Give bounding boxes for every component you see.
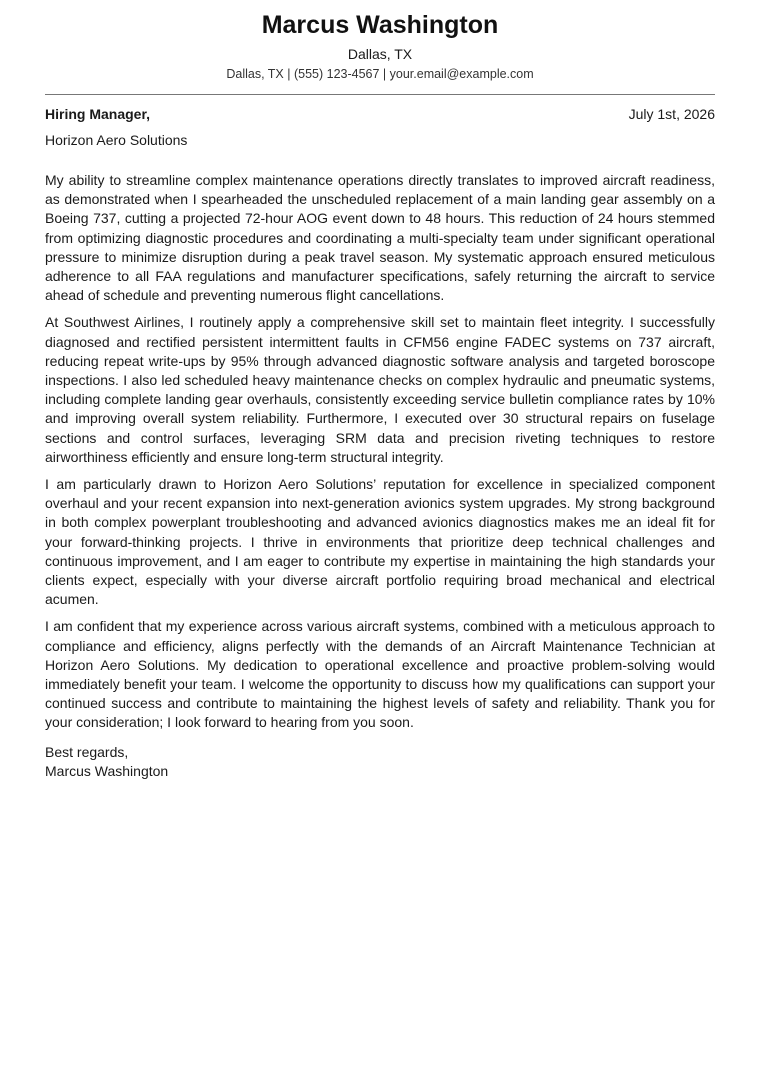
signature-name: Marcus Washington [45,763,169,780]
closing-phrase: Best regards, [45,743,129,760]
header-divider [45,94,715,95]
applicant-location: Dallas, TX [347,46,413,62]
letter-closing [45,743,715,782]
letter-date: July 1st, 2026 [628,106,715,122]
body-paragraph: At Southwest Airlines, I routinely apply a comprehensive skill set to maintain fleet integrity. I successfully diagnosed and rectified persistent intermittent faults in CFM56 engine FADEC systems on 737 aircraft, reducing repeat write-ups by 95% through advanced diagnostic software analysis and targeted boroscope inspections. I also led scheduled heavy maintenance checks on complex hydraulic and pneumatic systems, including complete landing gear overhauls, consistently exceeding service bulletin compliance rates by 10% and improving overall system reliability. Furthermore, I executed over 30 structural repairs on fuselage sections and control surfaces, leveraging SRM data and precision riveting techniques to restore airworthiness efficiently and ensure long-term structural integrity. [45,314,715,465]
body-paragraph: I am confident that my experience across various aircraft systems, combined with a meticulous approach to compliance and efficiency, aligns perfectly with the demands of an Aircraft Maintenance Technician at Horizon Aero Solutions. My dedication to operational excellence and proactive problem-solving would immediately benefit your team. I welcome the opportunity to discuss how my qualifications can support your continued success and contribute to maintaining the highest levels of safety and reliability. Thank you for your consideration; I look forward to hearing from you soon. [45,618,715,731]
body-paragraph: My ability to streamline complex maintenance operations directly translates to improved aircraft readiness, as demonstrated when I spearheaded the unscheduled replacement of a main landing gear assembly on a Boeing 737, cutting a projected 72-hour AOG event down to 48 hours. This reduction of 24 hours stemmed from optimizing diagnostic procedures and coordinating a multi-specialty team under significant operational pressure to minimize disruption during a peak travel season. My systematic approach ensured meticulous adherence to all FAA regulations and manufacturer specifications, safely returning the aircraft to service ahead of schedule and preventing numerous flight cancellations. [45,172,715,304]
company-name: Horizon Aero Solutions [45,132,188,148]
cover-letter-page [45,0,715,782]
salutation-row [45,105,715,123]
recipient-salutation: Hiring Manager, [45,106,151,122]
letter-body [45,171,715,733]
applicant-name: Marcus Washington [261,11,499,39]
contact-line: Dallas, TX | (555) 123-4567 | your.email@example.com [226,67,534,81]
body-paragraph: I am particularly drawn to Horizon Aero Solutions’ reputation for excellence in specialized component overhaul and your recent expansion into next-generation avionics system upgrades. My strong background in both complex powerplant troubleshooting and advanced avionics diagnostics makes me an ideal fit for your forward-thinking projects. I thrive in environments that prioritize deep technical challenges and continuous improvement, and I am eager to contribute my expertise in maintaining the high standards your clients expect, especially with your diverse aircraft portfolio requiring broad mechanical and electrical acumen. [45,476,715,608]
